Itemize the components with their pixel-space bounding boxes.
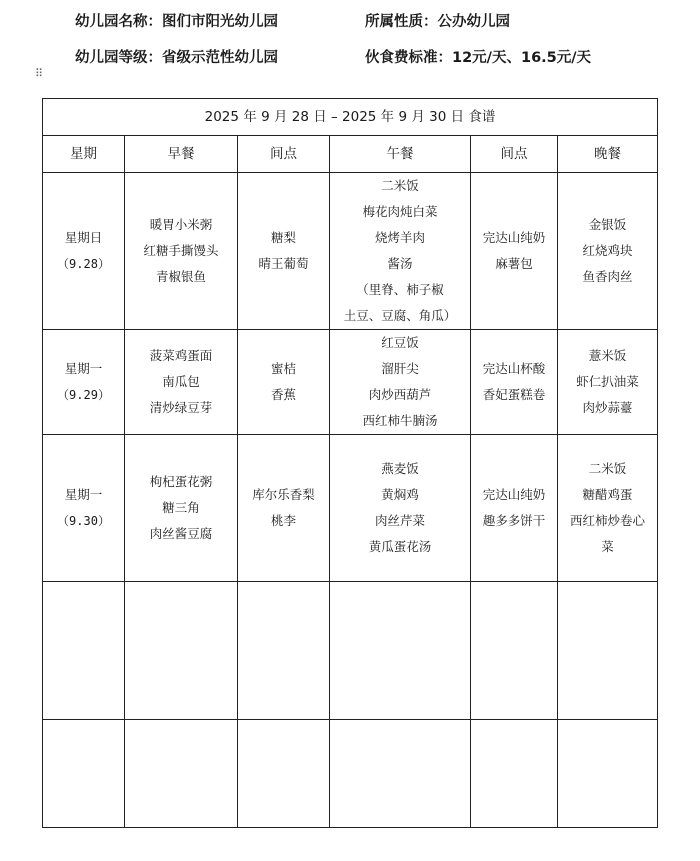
dish: 菠菜鸡蛋面 xyxy=(149,348,213,363)
dish: 枸杞蛋花粥 xyxy=(149,474,213,489)
empty-cell[interactable] xyxy=(43,720,125,828)
dish: 南瓜包 xyxy=(162,374,200,389)
kindergarten-nature xyxy=(365,10,510,31)
kindergarten-name xyxy=(75,10,278,31)
day-cell xyxy=(43,435,125,582)
empty-table-row xyxy=(43,720,658,828)
table-drag-handle[interactable]: ⠿ xyxy=(35,67,43,80)
empty-cell[interactable] xyxy=(330,720,471,828)
dish: 西红柿炒卷心 xyxy=(570,513,646,528)
date-label: （9.30） xyxy=(57,514,110,528)
kindergarten-name-value: 图们市阳光幼儿园 xyxy=(162,14,278,30)
dish: 肉炒西葫芦 xyxy=(368,387,432,402)
day-cell xyxy=(43,173,125,330)
empty-cell[interactable] xyxy=(558,720,658,828)
meal-fee-standard xyxy=(365,46,591,67)
dish: 香蕉 xyxy=(270,387,296,402)
lunch-cell xyxy=(330,330,471,435)
dish: 红糖手撕馒头 xyxy=(143,243,219,258)
lunch-cell xyxy=(330,435,471,582)
dish: 糖三角 xyxy=(162,500,200,515)
dish: 土豆、豆腐、角瓜） xyxy=(343,308,457,323)
dish: 完达山纯奶 xyxy=(482,230,546,245)
meal-fee-label: 伙食费标准： xyxy=(365,50,452,66)
dish: 西红柿牛腩汤 xyxy=(362,413,438,428)
day-label: 星期一 xyxy=(64,487,103,502)
snack-am-cell xyxy=(238,435,330,582)
snack-pm-cell xyxy=(471,173,558,330)
dish: 麻薯包 xyxy=(495,256,533,271)
breakfast-cell xyxy=(125,435,238,582)
dish: 溜肝尖 xyxy=(381,361,419,376)
dish: 完达山纯奶 xyxy=(482,487,546,502)
dish: 二米饭 xyxy=(381,178,419,193)
dish: 完达山杯酸 xyxy=(482,361,546,376)
dish: 肉丝芹菜 xyxy=(374,513,425,528)
lunch-cell xyxy=(330,173,471,330)
empty-cell[interactable] xyxy=(471,582,558,720)
dish: 肉丝酱豆腐 xyxy=(149,526,213,541)
header-snack-pm: 间点 xyxy=(471,136,558,173)
dish: 趣多多饼干 xyxy=(482,513,546,528)
snack-am-cell xyxy=(238,173,330,330)
dish: 暖胃小米粥 xyxy=(149,217,213,232)
dish: 蜜桔 xyxy=(270,361,296,376)
header-lunch: 午餐 xyxy=(330,136,471,173)
dish: 清炒绿豆芽 xyxy=(149,400,213,415)
dish: 香妃蛋糕卷 xyxy=(482,387,546,402)
header-day: 星期 xyxy=(43,136,125,173)
dish: 酱汤 xyxy=(387,256,413,271)
day-label: 星期一 xyxy=(64,361,103,376)
breakfast-cell xyxy=(125,330,238,435)
dish: 二米饭 xyxy=(588,461,627,476)
header-breakfast: 早餐 xyxy=(125,136,238,173)
dish: 金银饭 xyxy=(588,217,627,232)
empty-cell[interactable] xyxy=(471,720,558,828)
dinner-cell xyxy=(558,330,658,435)
dish: 青椒银鱼 xyxy=(155,269,206,284)
dinner-cell xyxy=(558,173,658,330)
snack-pm-cell xyxy=(471,330,558,435)
menu-title: 2025 年 9 月 28 日 – 2025 年 9 月 30 日 食谱 xyxy=(43,99,658,136)
dish: 红豆饭 xyxy=(381,335,419,350)
dish: 糖梨 xyxy=(270,230,296,245)
day-label: 星期日 xyxy=(64,230,103,245)
empty-cell[interactable] xyxy=(43,582,125,720)
snack-am-cell xyxy=(238,330,330,435)
kindergarten-nature-label: 所属性质： xyxy=(365,14,438,30)
dish: 桃李 xyxy=(270,513,296,528)
date-label: （9.28） xyxy=(57,257,110,271)
kindergarten-name-label: 幼儿园名称： xyxy=(75,14,162,30)
dish: 红烧鸡块 xyxy=(582,243,633,258)
kindergarten-level-value: 省级示范性幼儿园 xyxy=(162,50,278,66)
dish: 肉炒蒜薹 xyxy=(582,400,633,415)
kindergarten-level-label: 幼儿园等级： xyxy=(75,50,162,66)
empty-cell[interactable] xyxy=(238,720,330,828)
dish: 菜 xyxy=(601,539,614,554)
empty-cell[interactable] xyxy=(238,582,330,720)
dinner-cell xyxy=(558,435,658,582)
dish: 糖醋鸡蛋 xyxy=(582,487,633,502)
dish: 燕麦饭 xyxy=(381,461,419,476)
dish: 烧烤羊肉 xyxy=(374,230,425,245)
empty-table-row xyxy=(43,582,658,720)
meal-fee-value: 12元/天、16.5元/天 xyxy=(452,50,592,66)
empty-cell[interactable] xyxy=(125,582,238,720)
dish: 虾仁扒油菜 xyxy=(576,374,639,389)
header-dinner: 晚餐 xyxy=(558,136,658,173)
table-row xyxy=(43,435,658,582)
dish: 黄焖鸡 xyxy=(381,487,419,502)
table-row xyxy=(43,173,658,330)
dish: 晴王葡萄 xyxy=(258,256,309,271)
day-cell xyxy=(43,330,125,435)
empty-cell[interactable] xyxy=(558,582,658,720)
header-snack-am: 间点 xyxy=(238,136,330,173)
dish: 鱼香肉丝 xyxy=(582,269,633,284)
weekly-menu-table xyxy=(42,98,658,828)
empty-cell[interactable] xyxy=(330,582,471,720)
breakfast-cell xyxy=(125,173,238,330)
kindergarten-nature-value: 公办幼儿园 xyxy=(437,14,510,30)
dish: 库尔乐香梨 xyxy=(252,487,315,502)
kindergarten-level xyxy=(75,46,278,67)
table-row xyxy=(43,330,658,435)
dish: 薏米饭 xyxy=(588,348,627,363)
date-label: （9.29） xyxy=(57,388,110,402)
snack-pm-cell xyxy=(471,435,558,582)
dish: 梅花肉炖白菜 xyxy=(362,204,438,219)
table-header-row xyxy=(43,136,658,173)
dish: （里脊、柿子椒 xyxy=(356,282,444,297)
dish: 黄瓜蛋花汤 xyxy=(368,539,432,554)
empty-cell[interactable] xyxy=(125,720,238,828)
